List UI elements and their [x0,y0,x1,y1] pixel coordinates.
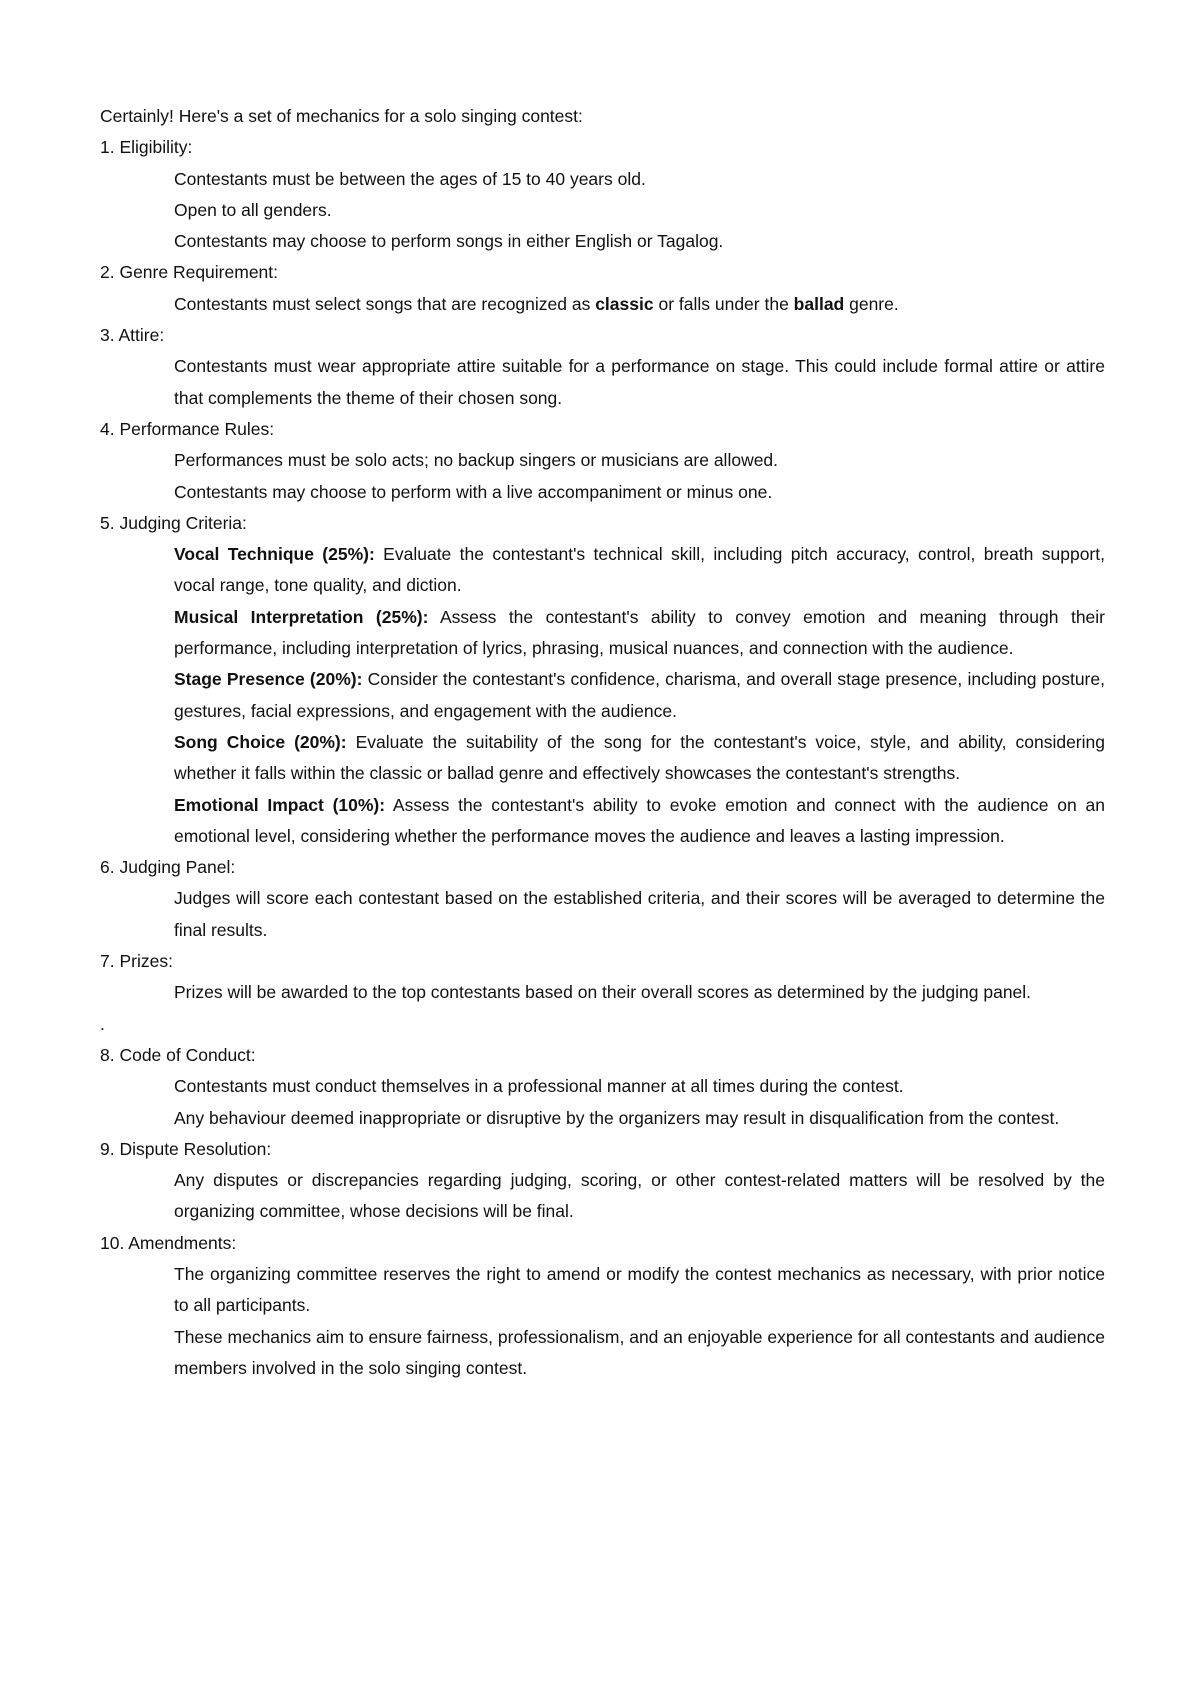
conduct-professional: Contestants must conduct themselves in a professional manner at all times during the contest. [174,1076,904,1097]
section-judging-criteria-title: 5. Judging Criteria: [100,512,247,533]
criterion-label: Vocal Technique (25%): [174,544,375,565]
genre-classic: classic [595,293,654,314]
section-judging-panel-title: 6. Judging Panel: [100,857,236,878]
genre-text-1: Contestants must select songs that are recognized as [174,293,596,314]
section-genre-title: 2. Genre Requirement: [100,262,279,283]
criterion-text: Evaluate the contestant's technical skill, including pitch accuracy, control, breath support, vocal range, tone quality, and diction. [174,544,1105,596]
conduct-disqualification: Any behaviour deemed inappropriate or disruptive by the organizers may result in disqualification from the contest. [174,1107,1060,1128]
criterion-label: Emotional Impact (10%): [174,794,386,815]
closing-statement: These mechanics aim to ensure fairness, professionalism, and an enjoyable experience for all contestants and audience members involved in the solo singing contest. [174,1326,1105,1378]
criterion-text: Evaluate the suitability of the song for the contestant's voice, style, and ability, considering whether it falls within the classic or ballad genre and effectively showcases the contestant's strengths. [174,731,1105,784]
attire-text: Contestants must wear appropriate attire suitable for a performance on stage. This could include formal attire or attire that complements the theme of their chosen song. [174,356,1105,408]
section-code-of-conduct-title: 8. Code of Conduct: [100,1044,256,1065]
eligibility-language: Contestants may choose to perform songs in either English or Tagalog. [174,231,724,252]
eligibility-age: Contestants must be between the ages of 15 to 40 years old. [174,168,646,189]
prizes-text: Prizes will be awarded to the top contestants based on their overall scores as determined by the judging panel. [174,982,1032,1003]
performance-rule-accompaniment: Contestants may choose to perform with a live accompaniment or minus one. [174,481,773,502]
genre-ballad: ballad [793,293,845,314]
section-dispute-resolution-title: 9. Dispute Resolution: [100,1138,272,1159]
section-attire-title: 3. Attire: [100,325,165,346]
criterion-label: Stage Presence (20%): [174,669,363,690]
criterion-text: Assess the contestant's ability to evoke emotion and connect with the audience on an emotional level, considering whether the performance moves the audience and leaves a lasting impression. [174,794,1105,846]
criterion-stage-presence [174,664,1105,727]
criterion-text: Assess the contestant's ability to convey emotion and meaning through their performance, including interpretation of lyrics, phrasing, musical nuances, and connection with the audience. [174,606,1105,659]
section-eligibility-title: 1. Eligibility: [100,137,193,158]
judging-panel-text: Judges will score each contestant based on the established criteria, and their scores will be averaged to determine the final results. [174,888,1105,940]
separator-dot: . [100,1013,105,1034]
criterion-vocal-technique [174,539,1105,602]
criterion-emotional-impact [174,790,1105,853]
performance-rule-solo: Performances must be solo acts; no backup singers or musicians are allowed. [174,450,779,471]
amendments-text: The organizing committee reserves the right to amend or modify the contest mechanics as necessary, with prior notice to all participants. [174,1263,1105,1316]
criterion-label: Song Choice (20%): [174,731,347,752]
criterion-label: Musical Interpretation (25%): [174,606,429,627]
section-prizes-title: 7. Prizes: [100,951,173,972]
dispute-resolution-text: Any disputes or discrepancies regarding judging, scoring, or other contest-related matters will be resolved by the organizing committee, whose decisions will be final. [174,1170,1105,1222]
section-performance-rules-title: 4. Performance Rules: [100,418,275,439]
document-body [100,101,1105,1384]
criterion-musical-interpretation [174,602,1105,665]
criterion-song-choice [174,727,1105,790]
genre-text-2: or falls under the [653,293,794,314]
section-amendments-title: 10. Amendments: [100,1232,237,1253]
criterion-text: Consider the contestant's confidence, charisma, and overall stage presence, including posture, gestures, facial expressions, and engagement with the audience. [174,669,1105,721]
genre-requirement-text [174,289,1105,320]
genre-text-3: genre. [844,293,899,314]
intro-line: Certainly! Here's a set of mechanics for a solo singing contest: [100,106,583,126]
eligibility-gender: Open to all genders. [174,199,332,220]
